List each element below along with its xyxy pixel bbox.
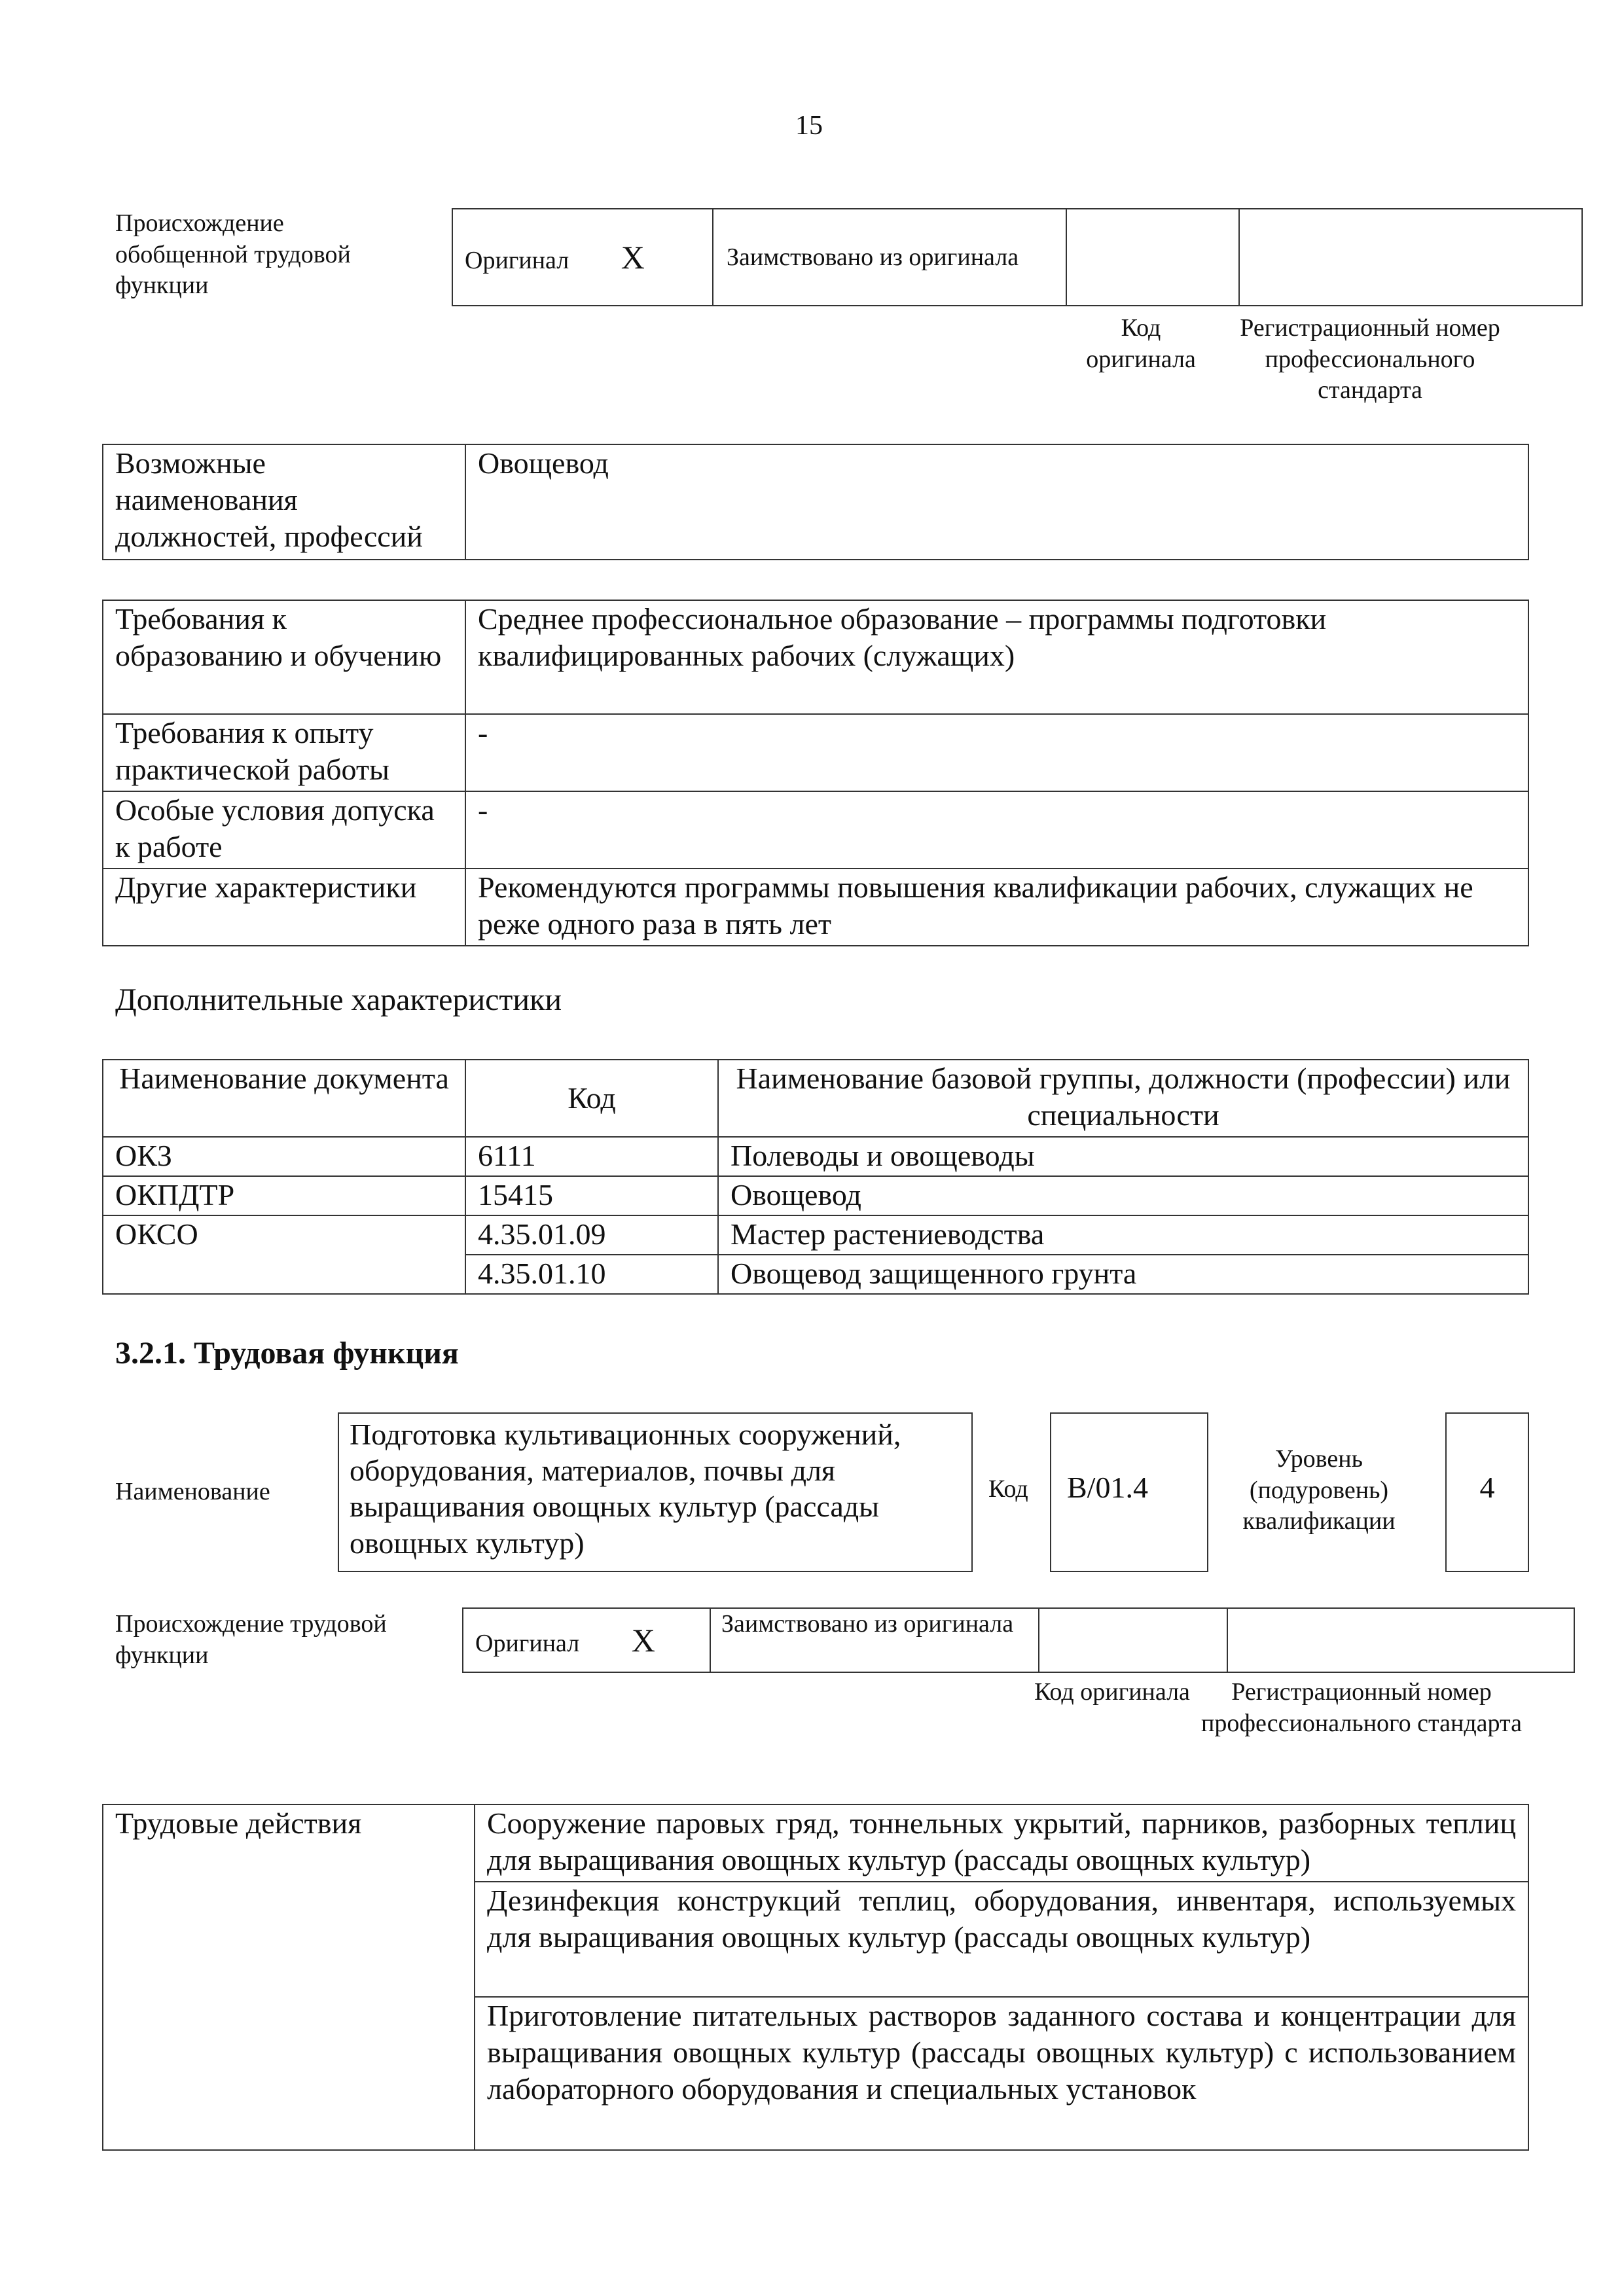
additional-name: Овощевод защищенного грунта	[718, 1255, 1528, 1294]
labor-actions-label: Трудовые действия	[103, 1804, 475, 2150]
labor-function-heading: 3.2.1. Трудовая функция	[115, 1336, 459, 1371]
requirement-value: Рекомендуются программы повышения квалификации рабочих, служащих не реже одного раза в пять лет	[465, 869, 1528, 946]
additional-name: Овощевод	[718, 1176, 1528, 1215]
reg-number-caption: Регистрационный номер профессионального стандарта	[1201, 1678, 1522, 1737]
requirement-label: Требования к образованию и обучению	[103, 600, 465, 714]
requirements-table	[102, 600, 1529, 946]
additional-code: 15415	[465, 1176, 718, 1215]
additional-doc: ОКЗ	[103, 1137, 465, 1176]
additional-doc: ОКСО	[103, 1215, 465, 1294]
original-code-caption: Код оригинала	[1034, 1678, 1190, 1706]
positions-value: Овощевод	[465, 444, 1528, 560]
table-row	[103, 1137, 1528, 1176]
borrowed-label: Заимствовано из оригинала	[713, 209, 1066, 306]
borrowed-label: Заимствовано из оригинала	[710, 1608, 1039, 1672]
page-number: 15	[795, 111, 823, 141]
additional-header-name: Наименование базовой группы, должности (профессии) или специальности	[718, 1060, 1528, 1137]
requirement-label: Другие характеристики	[103, 869, 465, 946]
function-name-value: Подготовка культивационных сооружений, оборудования, материалов, почвы для выращивания овощных культур (рассады овощных культур)	[338, 1412, 973, 1572]
reg-number-caption: Регистрационный номер профессионального стандарта	[1240, 314, 1500, 404]
labor-action-item: Сооружение паровых гряд, тоннельных укрытий, парников, разборных теплиц для выращивания овощных культур (рассады овощных культур)	[475, 1804, 1528, 1882]
additional-table	[102, 1059, 1529, 1295]
requirement-value: -	[465, 714, 1528, 791]
labor-actions-table	[102, 1804, 1529, 2151]
additional-name: Мастер растениеводства	[718, 1215, 1528, 1255]
requirement-value: -	[465, 791, 1528, 869]
requirement-row	[103, 714, 1528, 791]
reg-number-cell	[1239, 209, 1582, 306]
additional-doc: ОКПДТР	[103, 1176, 465, 1215]
additional-header-code: Код	[465, 1060, 718, 1137]
origin-function-table	[462, 1607, 1575, 1673]
labor-action-item: Приготовление питательных растворов заданного состава и концентрации для выращивания овощных культур (рассады овощных культур) с использованием лабораторного оборудования и специальных установок	[475, 1997, 1528, 2150]
origin-generalized-label: Происхождение обобщенной трудовой функции	[115, 209, 351, 299]
original-mark: X	[621, 238, 645, 276]
original-code-cell	[1039, 1608, 1227, 1672]
origin-function-label: Происхождение трудовой функции	[115, 1610, 387, 1669]
table-row	[103, 1215, 1528, 1255]
name-label: Наименование	[115, 1478, 270, 1505]
additional-name: Полеводы и овощеводы	[718, 1137, 1528, 1176]
labor-action-item: Дезинфекция конструкций теплиц, оборудования, инвентаря, используемых для выращивания овощных культур (рассады овощных культур)	[475, 1882, 1528, 1997]
requirement-row	[103, 600, 1528, 714]
level-label: Уровень (подуровень) квалификации	[1242, 1445, 1396, 1535]
additional-code: 4.35.01.10	[465, 1255, 718, 1294]
reg-number-cell	[1227, 1608, 1574, 1672]
origin-generalized-table	[452, 208, 1583, 306]
additional-code: 6111	[465, 1137, 718, 1176]
requirement-label: Требования к опыту практической работы	[103, 714, 465, 791]
additional-header-doc: Наименование документа	[103, 1060, 465, 1137]
requirement-row	[103, 791, 1528, 869]
original-code-cell	[1066, 209, 1239, 306]
code-label: Код	[988, 1475, 1028, 1503]
function-code-value: В/01.4	[1050, 1412, 1208, 1572]
original-label: Оригинал	[475, 1629, 580, 1657]
positions-label: Возможные наименования должностей, профессий	[103, 444, 465, 560]
level-value: 4	[1445, 1412, 1529, 1572]
requirement-row	[103, 869, 1528, 946]
requirement-value: Среднее профессиональное образование – программы подготовки квалифицированных рабочих (служащих)	[465, 600, 1528, 714]
original-mark: X	[631, 1621, 655, 1659]
table-row	[103, 1176, 1528, 1215]
requirement-label: Особые условия допуска к работе	[103, 791, 465, 869]
original-code-caption: Код оригинала	[1086, 314, 1196, 373]
additional-code: 4.35.01.09	[465, 1215, 718, 1255]
additional-title: Дополнительные характеристики	[115, 982, 562, 1017]
original-label: Оригинал	[465, 246, 569, 274]
positions-table	[102, 444, 1529, 560]
